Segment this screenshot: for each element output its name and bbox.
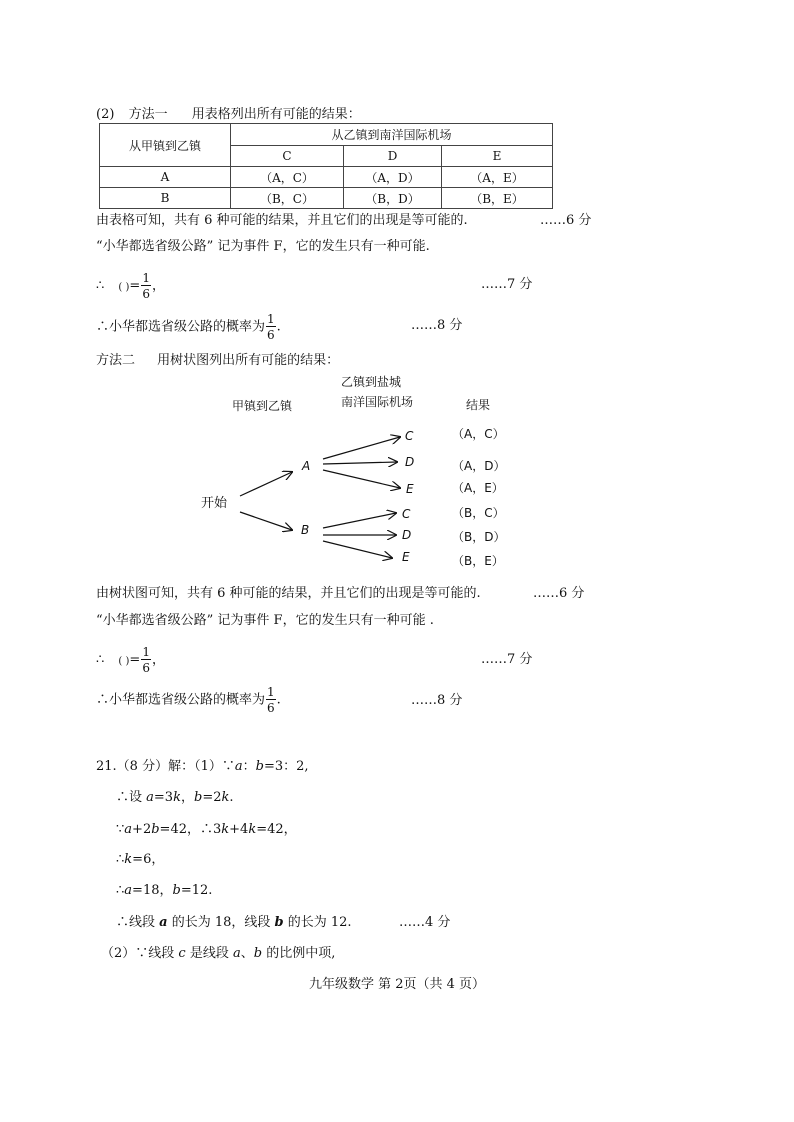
period: . [276, 692, 281, 708]
m1-line4 [96, 313, 281, 341]
table-row-label: B [100, 188, 231, 209]
var-b: b [255, 759, 264, 774]
text: =6， [132, 852, 165, 867]
fraction [141, 272, 151, 300]
comma: ， [151, 652, 165, 668]
text: （2）∵线段 [101, 946, 179, 961]
var-b: b [193, 790, 203, 805]
tree-result: （B，E） [452, 554, 504, 568]
text: ∴ [116, 883, 125, 898]
var-a: a [232, 946, 241, 961]
table-row [100, 188, 553, 209]
m1-line3 [96, 272, 165, 300]
table-cell: （A，E） [442, 167, 553, 188]
tree-branch-a-e [323, 470, 400, 488]
text: ∴设 [116, 790, 147, 805]
text: 、 [240, 946, 254, 961]
text: =18， [132, 883, 173, 898]
q21-line6 [116, 916, 352, 929]
q21-line4 [116, 853, 164, 866]
table-col-header: D [344, 146, 442, 167]
probability-statement: ∴小华都选省级公路的概率为 [96, 692, 266, 708]
tree-branch-b-e [323, 541, 392, 558]
var-b: b [253, 946, 263, 961]
q21-line2 [116, 791, 234, 804]
text: =3 [153, 790, 174, 805]
tree-branch-start-a [240, 472, 292, 496]
m2-line2: “小华都选省级公路” 记为事件 F，它的发生只有一种可能 . [96, 613, 434, 628]
method2-title: 方法二 [96, 353, 136, 368]
tree-leaf: C [402, 507, 411, 521]
text: =42， [256, 822, 297, 837]
q21-line5 [116, 884, 212, 897]
page-footer: 九年级数学 第 2页（共 4 页） [308, 977, 486, 992]
text: 是线段 [185, 946, 233, 961]
tree-branch-a-d [323, 462, 397, 464]
fraction-denominator: 6 [267, 701, 275, 715]
table-corner-header: 从甲镇到乙镇 [100, 124, 231, 167]
q21-head [96, 760, 309, 773]
m2-line1-score: ……6 分 [533, 586, 585, 601]
colon: ： [242, 759, 256, 774]
m1-line1-score: ……6 分 [540, 213, 592, 228]
var-a: a [234, 759, 243, 774]
q21-line3 [116, 823, 297, 836]
ratio-value: =3：2, [263, 759, 309, 774]
var-a: a [124, 822, 133, 837]
tree-branch-a-c [323, 437, 400, 459]
m1-line4-score: ……8 分 [411, 318, 463, 333]
tree-start: 开始 [201, 496, 228, 511]
prob-expression: ( ) [118, 655, 130, 667]
text: . [229, 790, 234, 805]
text: =2 [202, 790, 222, 805]
table-cell: （A，C） [231, 167, 344, 188]
m2-line3 [96, 646, 165, 674]
comma: ， [151, 278, 165, 294]
prob-expression: ( ) [118, 281, 130, 293]
tree-result: （A，E） [452, 481, 504, 495]
var-k: k [221, 790, 230, 805]
table-col-header: C [231, 146, 344, 167]
var-k: k [248, 822, 257, 837]
tree-leaf: D [402, 528, 412, 542]
tree-header-3: 结果 [466, 398, 491, 412]
equals-sign: = [129, 278, 141, 294]
tree-result: （B，D） [452, 530, 506, 544]
equals-sign: = [129, 652, 141, 668]
var-b: b [151, 822, 160, 837]
fraction-denominator: 6 [142, 661, 150, 675]
method1-text: 用表格列出所有可能的结果： [191, 107, 361, 122]
var-a: a [146, 790, 154, 805]
text: ∴线段 [116, 915, 160, 930]
text: ∴ [116, 852, 125, 867]
tree-node-a: A [302, 459, 311, 473]
period: . [276, 319, 281, 335]
probability-statement: ∴小华都选省级公路的概率为 [96, 319, 266, 335]
method2-heading [96, 354, 339, 367]
tree-leaf: C [405, 429, 414, 443]
m2-line4-score: ……8 分 [411, 693, 463, 708]
table-cell: （B，C） [231, 188, 344, 209]
fraction [266, 686, 276, 714]
var-k: k [124, 852, 133, 867]
fraction-denominator: 6 [267, 328, 275, 342]
var-c: c [178, 946, 186, 961]
table-cell: （A，D） [344, 167, 442, 188]
q21-head-text: 21.（8 分）解：（1）∵ [96, 759, 235, 774]
tree-node-b: B [301, 523, 310, 537]
table-cell: （B，E） [442, 188, 553, 209]
text: 的比例中项, [262, 946, 336, 961]
tree-leaf: E [402, 550, 410, 564]
q21-line6-score: ……4 分 [399, 915, 451, 930]
results-table [99, 123, 553, 209]
var-a: a [124, 883, 133, 898]
text: 的长为 12. [283, 915, 352, 930]
var-b: b [172, 883, 181, 898]
fraction-numerator: 1 [267, 685, 275, 699]
text: =42，∴3 [159, 822, 222, 837]
tree-result: （A，C） [452, 427, 505, 441]
m1-line3-score: ……7 分 [481, 277, 533, 292]
var-b: b [274, 915, 284, 930]
table-row [100, 167, 553, 188]
table-col-header: E [442, 146, 553, 167]
fraction-denominator: 6 [142, 287, 150, 301]
text: =12. [180, 883, 213, 898]
tree-header-2-line2: 南洋国际机场 [341, 395, 414, 409]
method2-text: 用树状图列出所有可能的结果： [157, 353, 340, 368]
m1-line2: “小华都选省级公路” 记为事件 F，它的发生只有一种可能. [96, 239, 430, 254]
tree-branch-b-c [323, 513, 396, 528]
text: 的长为 18，线段 [167, 915, 275, 930]
fraction-numerator: 1 [142, 645, 150, 659]
text: +4 [229, 822, 249, 837]
m1-line1: 由表格可知，共有 6 种可能的结果，并且它们的出现是等可能的. [96, 213, 468, 228]
table-row-label: A [100, 167, 231, 188]
table-cell: （B，D） [344, 188, 442, 209]
m2-line4 [96, 686, 281, 714]
tree-branch-start-b [240, 512, 292, 530]
method1-title: 方法一 [128, 107, 168, 122]
part-number: (2) [96, 107, 115, 122]
therefore-symbol: ∴ [96, 278, 105, 294]
m2-line3-score: ……7 分 [481, 652, 533, 667]
tree-leaf: E [406, 482, 414, 496]
fraction [141, 646, 151, 674]
table-group-header: 从乙镇到南洋国际机场 [231, 124, 553, 146]
text: ， [180, 790, 194, 805]
tree-leaf: D [405, 455, 415, 469]
fraction [266, 313, 276, 341]
text: +2 [132, 822, 152, 837]
method1-heading [96, 108, 361, 121]
tree-header-1: 甲镇到乙镇 [232, 399, 293, 413]
var-a: a [159, 915, 168, 930]
tree-result: （A，D） [452, 459, 506, 473]
var-k: k [173, 790, 181, 805]
text: ∵ [116, 822, 125, 837]
var-k: k [221, 822, 230, 837]
q21-line7 [101, 947, 335, 960]
fraction-numerator: 1 [267, 312, 275, 326]
tree-header-2-line1: 乙镇到盐城 [341, 375, 402, 389]
therefore-symbol: ∴ [96, 652, 105, 668]
tree-result: （B，C） [452, 506, 505, 520]
m2-line1: 由树状图可知，共有 6 种可能的结果，并且它们的出现是等可能的. [96, 586, 481, 601]
fraction-numerator: 1 [142, 271, 150, 285]
